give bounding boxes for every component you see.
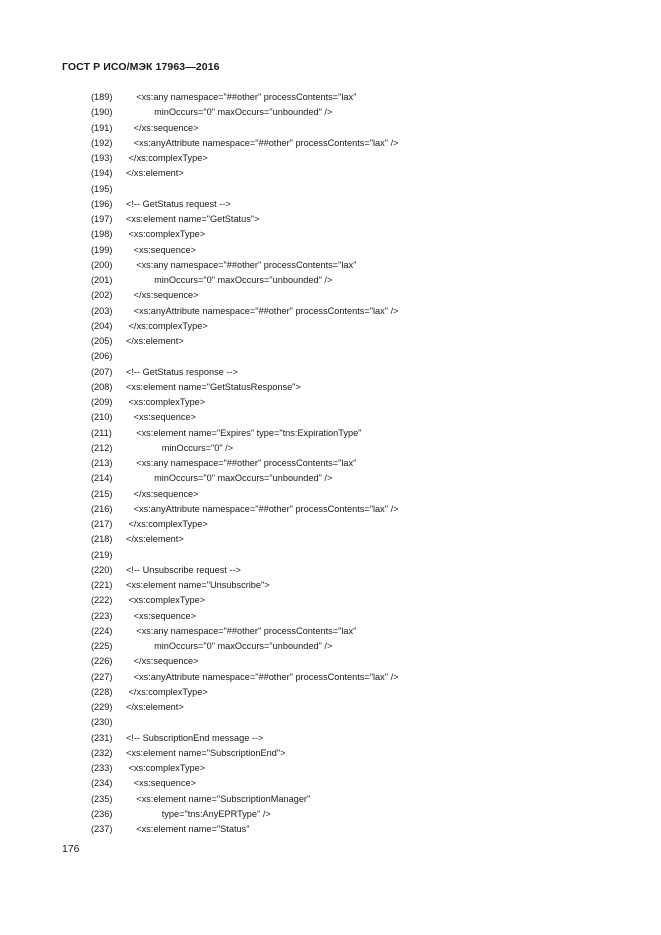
code-text: <xs:any namespace="##other" processContents="lax" — [126, 259, 357, 270]
line-number: (202) — [91, 290, 113, 301]
code-line — [0, 609, 661, 624]
code-text: <xs:element name="SubscriptionEnd"> — [126, 747, 286, 758]
code-line — [0, 822, 661, 837]
code-text: <xs:anyAttribute namespace="##other" processContents="lax" /> — [126, 503, 399, 514]
code-line — [0, 776, 661, 791]
code-line — [0, 502, 661, 517]
code-text: </xs:complexType> — [126, 320, 208, 331]
line-number: (218) — [91, 534, 113, 545]
line-number: (232) — [91, 747, 113, 758]
line-number: (212) — [91, 442, 113, 453]
code-line — [0, 349, 661, 364]
line-number: (221) — [91, 580, 113, 590]
code-text: <xs:complexType> — [126, 397, 206, 407]
code-line — [0, 700, 661, 715]
line-number: (208) — [91, 381, 113, 392]
code-text: <!-- SubscriptionEnd message --> — [126, 732, 264, 743]
code-text: <xs:complexType> — [126, 595, 206, 606]
line-number: (233) — [91, 763, 113, 773]
code-line — [0, 121, 661, 136]
line-number: (206) — [91, 351, 113, 362]
line-number: (235) — [91, 793, 113, 804]
code-text: <xs:sequence> — [126, 412, 196, 423]
code-line — [0, 456, 661, 471]
code-line — [0, 593, 661, 608]
code-text: minOccurs="0" maxOccurs="unbounded" /> — [126, 641, 333, 651]
line-number: (210) — [91, 412, 113, 423]
line-number: (228) — [91, 686, 113, 697]
line-number: (220) — [91, 564, 113, 575]
line-number: (222) — [91, 595, 113, 606]
code-text: <!-- GetStatus request --> — [126, 198, 231, 209]
line-number: (215) — [91, 488, 113, 499]
line-number: (192) — [91, 137, 113, 148]
line-number: (193) — [91, 153, 113, 163]
code-line — [0, 761, 661, 776]
code-text: </xs:sequence> — [126, 122, 199, 133]
code-line — [0, 471, 661, 486]
code-line — [0, 746, 661, 761]
code-line — [0, 548, 661, 563]
code-text: </xs:complexType> — [126, 519, 208, 529]
code-line — [0, 182, 661, 197]
line-number: (231) — [91, 732, 113, 743]
code-text: </xs:sequence> — [126, 656, 199, 667]
line-number: (237) — [91, 824, 113, 834]
code-text: <xs:sequence> — [126, 778, 196, 789]
code-line — [0, 197, 661, 212]
code-text: </xs:sequence> — [126, 488, 199, 499]
line-number: (226) — [91, 656, 113, 667]
code-text: <xs:complexType> — [126, 763, 206, 773]
code-line — [0, 105, 661, 120]
code-text: <xs:sequence> — [126, 244, 196, 255]
code-line — [0, 410, 661, 425]
code-line — [0, 304, 661, 319]
code-text: minOccurs="0" maxOccurs="unbounded" /> — [126, 275, 333, 285]
page-header-title: ГОСТ Р ИСО/МЭК 17963—2016 — [62, 61, 220, 73]
code-text: <xs:element name="GetStatusResponse"> — [126, 381, 301, 392]
line-number: (198) — [91, 229, 113, 240]
code-line — [0, 395, 661, 410]
code-line — [0, 563, 661, 578]
line-number: (201) — [91, 275, 113, 285]
line-number: (205) — [91, 336, 113, 346]
code-text: </xs:element> — [126, 336, 184, 346]
line-number: (197) — [91, 214, 113, 224]
line-number: (203) — [91, 305, 113, 316]
code-line — [0, 624, 661, 639]
line-number: (223) — [91, 610, 113, 621]
line-number: (195) — [91, 183, 113, 194]
code-text: <xs:any namespace="##other" processContents="lax" — [126, 92, 357, 102]
code-line — [0, 319, 661, 334]
line-number: (229) — [91, 702, 113, 712]
code-text: <xs:element name="SubscriptionManager" — [126, 793, 311, 804]
code-text: </xs:complexType> — [126, 686, 208, 697]
code-text: <xs:any namespace="##other" processContents="lax" — [126, 625, 357, 636]
code-text: minOccurs="0" /> — [126, 442, 234, 453]
code-text: <xs:element name="Expires" type="tns:ExpirationType" — [126, 427, 362, 438]
line-number: (190) — [91, 107, 113, 118]
code-line — [0, 731, 661, 746]
line-number: (209) — [91, 397, 113, 407]
line-number: (199) — [91, 244, 113, 255]
code-text: </xs:element> — [126, 702, 184, 712]
code-line — [0, 715, 661, 730]
line-number: (225) — [91, 641, 113, 651]
code-text: <xs:element name="GetStatus"> — [126, 214, 260, 224]
line-number: (196) — [91, 198, 113, 209]
code-line — [0, 532, 661, 547]
code-text: </xs:sequence> — [126, 290, 199, 301]
code-line — [0, 288, 661, 303]
code-text: <!-- Unsubscribe request --> — [126, 564, 241, 575]
line-number: (236) — [91, 808, 113, 819]
code-text: <xs:element name="Unsubscribe"> — [126, 580, 270, 590]
code-line — [0, 792, 661, 807]
code-line — [0, 243, 661, 258]
code-line — [0, 365, 661, 380]
code-text: minOccurs="0" maxOccurs="unbounded" /> — [126, 107, 333, 118]
code-text: <xs:sequence> — [126, 610, 196, 621]
code-line — [0, 151, 661, 166]
code-line — [0, 380, 661, 395]
line-number: (214) — [91, 473, 113, 484]
line-number: (219) — [91, 549, 113, 560]
code-line — [0, 227, 661, 242]
line-number: (207) — [91, 366, 113, 377]
code-line — [0, 90, 661, 105]
code-text: <xs:complexType> — [126, 229, 206, 240]
code-text: <xs:element name="Status" — [126, 824, 250, 834]
code-text: <!-- GetStatus response --> — [126, 366, 238, 377]
line-number: (234) — [91, 778, 113, 789]
code-line — [0, 441, 661, 456]
code-line — [0, 258, 661, 273]
line-number: (191) — [91, 122, 113, 133]
code-text: </xs:element> — [126, 534, 184, 545]
code-text: <xs:anyAttribute namespace="##other" processContents="lax" /> — [126, 305, 399, 316]
line-number: (204) — [91, 320, 113, 331]
line-number: (227) — [91, 671, 113, 682]
code-text: <xs:any namespace="##other" processContents="lax" — [126, 458, 357, 468]
code-line — [0, 654, 661, 669]
line-number: (200) — [91, 259, 113, 270]
code-text: minOccurs="0" maxOccurs="unbounded" /> — [126, 473, 333, 484]
code-line — [0, 426, 661, 441]
code-line — [0, 685, 661, 700]
code-text: <xs:anyAttribute namespace="##other" processContents="lax" /> — [126, 671, 399, 682]
code-line — [0, 578, 661, 593]
line-number: (230) — [91, 717, 113, 728]
line-number: (216) — [91, 503, 113, 514]
code-line — [0, 334, 661, 349]
line-number: (211) — [91, 427, 112, 438]
code-line — [0, 670, 661, 685]
code-line — [0, 273, 661, 288]
line-number: (194) — [91, 168, 113, 179]
line-number: (213) — [91, 458, 113, 468]
code-line — [0, 807, 661, 822]
code-text: type="tns:AnyEPRType" /> — [126, 808, 271, 819]
code-listing — [0, 90, 661, 837]
line-number: (189) — [91, 92, 113, 102]
code-line — [0, 639, 661, 654]
line-number: (224) — [91, 625, 113, 636]
code-line — [0, 517, 661, 532]
line-number: (217) — [91, 519, 113, 529]
code-line — [0, 212, 661, 227]
code-line — [0, 166, 661, 181]
code-text: <xs:anyAttribute namespace="##other" processContents="lax" /> — [126, 137, 399, 148]
code-text: </xs:complexType> — [126, 153, 208, 163]
code-line — [0, 487, 661, 502]
code-line — [0, 136, 661, 151]
code-text: </xs:element> — [126, 168, 184, 179]
page-number: 176 — [62, 843, 80, 855]
